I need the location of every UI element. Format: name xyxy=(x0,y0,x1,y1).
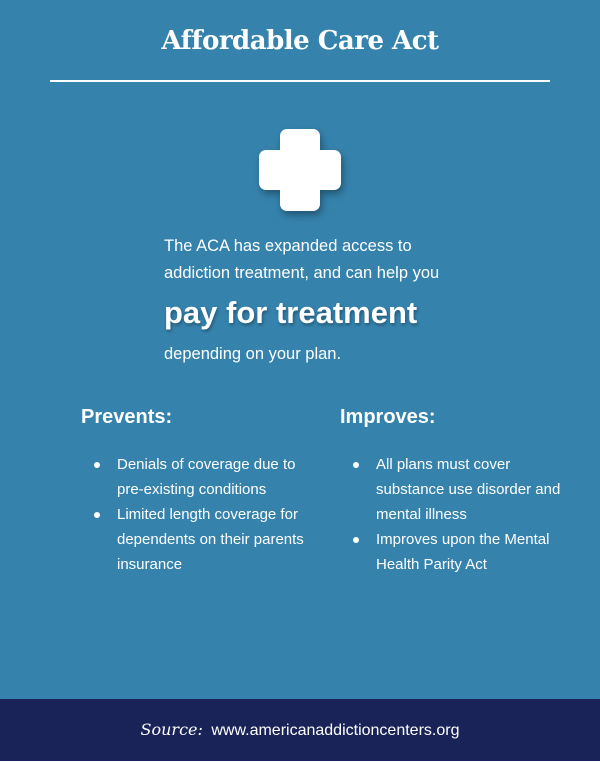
prevents-column xyxy=(81,404,321,577)
prevents-list xyxy=(81,452,321,577)
title-divider xyxy=(50,80,550,82)
source-footer xyxy=(0,699,600,761)
intro-line-1: The ACA has expanded access to xyxy=(164,237,412,255)
bullet-icon xyxy=(353,462,359,468)
source-label: Source: xyxy=(140,720,203,739)
bullet-icon xyxy=(94,512,100,518)
intro-text xyxy=(164,233,494,368)
bullet-icon xyxy=(94,462,100,468)
prevents-heading: Prevents: xyxy=(81,406,173,428)
intro-emphasis: pay for treatment xyxy=(164,295,418,330)
list-item-text: Denials of coverage due to pre-existing conditions xyxy=(117,456,296,498)
list-item xyxy=(340,527,580,577)
plus-icon xyxy=(259,129,341,211)
source-url[interactable]: www.americanaddictioncenters.org xyxy=(211,722,460,739)
improves-heading: Improves: xyxy=(340,406,436,428)
list-item-text: Limited length coverage for dependents on their parents insurance xyxy=(117,506,304,573)
list-item xyxy=(340,452,580,527)
list-item-text: All plans must cover substance use disorder and mental illness xyxy=(376,456,561,523)
list-item xyxy=(81,502,321,577)
list-item xyxy=(81,452,321,502)
page-title: Affordable Care Act xyxy=(161,26,439,56)
intro-line-3: depending on your plan. xyxy=(164,345,342,363)
bullet-icon xyxy=(353,537,359,543)
intro-line-2: addiction treatment, and can help you xyxy=(164,264,440,282)
improves-list xyxy=(340,452,580,577)
improves-column xyxy=(340,404,580,577)
plus-icon-horizontal-bar xyxy=(259,150,341,190)
list-item-text: Improves upon the Mental Health Parity Act xyxy=(376,531,550,573)
